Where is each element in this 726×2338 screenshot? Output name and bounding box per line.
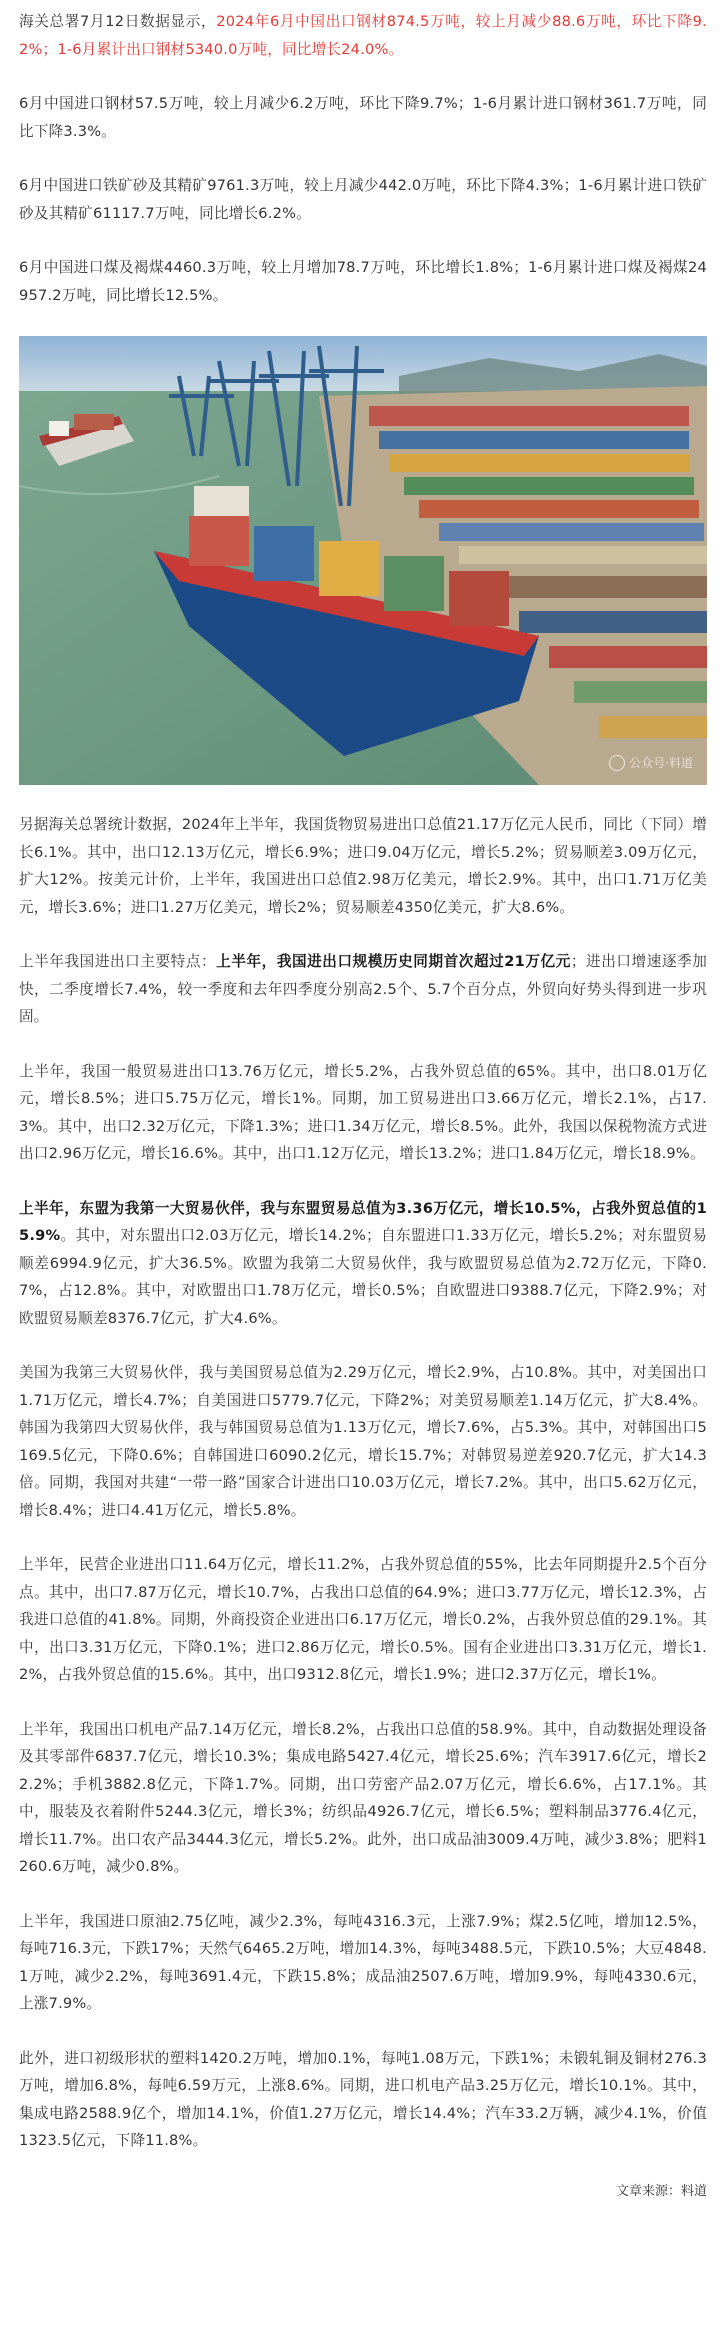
features-rest: ；进出口增速逐季加快，二季度增长7.4%，较一季度和去年四季度分别高2.5个、5.7个百分点，外贸向好势头得到进一步巩固。: [19, 953, 707, 1025]
paragraph-intro-text: 海关总署7月12日数据显示，: [19, 13, 217, 30]
paragraph-import-plastics-electronics: 此外，进口初级形状的塑料1420.2万吨，增加0.1%，每吨1.08万元，下跌1%；未锻轧铜及铜材276.3万吨，增加6.8%，每吨6.59万元，上涨8.6%。同期，进口机电产品3.25万亿元，增长10.1%。其中，集成电路2588.9亿个，增加14.1%，价值1.27万亿元，增长14.4%；汽车33.2万辆，减少4.1%，价值1323.5亿元，下降11.8%。: [19, 2049, 707, 2149]
asean-eu-rest: 。其中，对东盟出口2.03万亿元，增长14.2%；自东盟进口1.33万亿元，增长5.2%；对东盟贸易顺差6994.9亿元，扩大36.5%。欧盟为我第二大贸易伙伴，我与欧盟贸易总值为2.72万亿元，下降0.7%，占12.8%。其中，对欧盟出口1.78万亿元，增长0.5%；自欧盟进口9388.7亿元，下降2.9%；对欧盟贸易顺差8376.7亿元，扩大4.6%。: [19, 1227, 707, 1327]
paragraph-trade-features: [19, 948, 707, 1031]
paragraph-iron-ore: 6月中国进口铁矿砂及其精矿9761.3万吨，较上月减少442.0万吨，环比下降4.3%；1-6月累计进口铁矿砂及其精矿61117.7万吨，同比增长6.2%。: [19, 177, 707, 222]
paragraph-import-steel: 6月中国进口钢材57.5万吨，较上月减少6.2万吨，环比下降9.7%；1-6月累计进口钢材361.7万吨，同比下降3.3%。: [19, 95, 707, 140]
wechat-account-icon: [609, 755, 625, 771]
paragraph-asean-eu: [19, 1195, 707, 1333]
paragraph-export-steel: [19, 8, 707, 63]
paragraph-us-korea: 美国为我第三大贸易伙伴，我与美国贸易总值为2.29万亿元，增长2.9%，占10.8%。其中，对美国出口1.71万亿元，增长4.7%；自美国进口5779.7亿元，下降2%；对美贸易顺差1.14万亿元，扩大8.4%。韩国为我第四大贸易伙伴，我与韩国贸易总值为1.13万亿元，增长7.6%，占5.3%。其中，对韩国出口5169.5亿元，下降0.6%；自韩国进口6090.2亿元，增长15.7%；对韩贸易逆差920.7亿元，扩大14.3倍。同期，我国对共建“一带一路”国家合计进出口10.03万亿元，增长7.2%。其中，出口5.62万亿元，增长8.4%；进口4.41万亿元，增长5.8%。: [19, 1364, 707, 1519]
photo-watermark: [609, 754, 693, 771]
paragraph-export-products: 上半年，我国出口机电产品7.14万亿元，增长8.2%，占我出口总值的58.9%。其中，自动数据处理设备及其零部件6837.7亿元，增长10.3%；集成电路5427.4亿元，增长25.6%；汽车3917.6亿元，增长22.2%；手机3882.8亿元，下降1.7%。同期，出口劳密产品2.07万亿元，增长6.6%，占17.1%。其中，服装及衣着附件5244.3亿元，增长3%；纺织品4926.7亿元，增长6.5%；塑料制品3776.4亿元，增长11.7%。出口农产品3444.3亿元，增长5.2%。此外，出口成品油3009.4万吨，减少3.8%；肥料1260.6万吨，减少0.8%。: [19, 1720, 707, 1875]
asean-bold-statement: 上半年，东盟为我第一大贸易伙伴，我与东盟贸易总值为3.36万亿元，增长10.5%，占我外贸总值的15.9%: [19, 1199, 707, 1244]
port-photo-illustration: [19, 336, 707, 785]
watermark-text: 公众号·料道: [629, 756, 693, 770]
port-container-ship-photo[interactable]: [19, 336, 707, 785]
features-bold-statement: 上半年，我国进出口规模历史同期首次超过21万亿元: [216, 953, 571, 970]
paragraph-trade-modes: 上半年，我国一般贸易进出口13.76万亿元，增长5.2%，占我外贸总值的65%。其中，出口8.01万亿元，增长8.5%；进口5.75万亿元，增长1%。同期，加工贸易进出口3.66万亿元，增长2.1%，占17.3%。其中，出口2.32万亿元，下降1.3%；进口1.34万亿元，增长8.5%。此外，我国以保税物流方式进出口2.96万亿元，增长16.6%。其中，出口1.12万亿元，增长13.2%；进口1.84万亿元，增长18.9%。: [19, 1062, 707, 1162]
paragraph-import-commodities: 上半年，我国进口原油2.75亿吨，减少2.3%，每吨4316.3元，上涨7.9%；煤2.5亿吨，增加12.5%，每吨716.3元，下跌17%；天然气6465.2万吨，增加14.3%，每吨3488.5元，下跌10.5%；大豆4848.1万吨，减少2.2%，每吨3691.4元，下跌15.8%；成品油2507.6万吨，增加9.9%，每吨4330.6元，上涨7.9%。: [19, 1912, 707, 2012]
paragraph-trade-overview: 另据海关总署统计数据，2024年上半年，我国货物贸易进出口总值21.17万亿元人民币，同比（下同）增长6.1%。其中，出口12.13万亿元，增长6.9%；进口9.04万亿元，增长5.2%；贸易顺差3.09万亿元，扩大12%。按美元计价，上半年，我国进出口总值2.98万亿美元，增长2.9%。其中，出口1.71万亿美元，增长3.6%；进口1.27万亿美元，增长2%；贸易顺差4350亿美元，扩大8.6%。: [19, 816, 707, 916]
paragraph-coal: 6月中国进口煤及褐煤4460.3万吨，较上月增加78.7万吨，环比增长1.8%；1-6月累计进口煤及褐煤24957.2万吨，同比增长12.5%。: [19, 259, 707, 304]
article-source: 文章来源：料道: [615, 2183, 707, 2199]
features-intro: 上半年我国进出口主要特点：: [19, 953, 217, 970]
highlight-export-steel: 2024年6月中国出口钢材874.5万吨，较上月减少88.6万吨，环比下降9.2%；1-6月累计出口钢材5340.0万吨，同比增长24.0%。: [19, 13, 707, 58]
paragraph-enterprise-types: 上半年，民营企业进出口11.64万亿元，增长11.2%，占我外贸总值的55%，比去年同期提升2.5个百分点。其中，出口7.87万亿元，增长10.7%，占我出口总值的64.9%；进口3.77万亿元，增长12.3%，占我进口总值的41.8%。同期，外商投资企业进出口6.17万亿元，增长0.2%，占我外贸总值的29.1%。其中，出口3.31万亿元，下降0.1%；进口2.86万亿元，增长0.5%。国有企业进出口3.31万亿元，增长1.2%，占我外贸总值的15.6%。其中，出口9312.8亿元，增长1.9%；进口2.37万亿元，增长1%。: [19, 1556, 707, 1683]
